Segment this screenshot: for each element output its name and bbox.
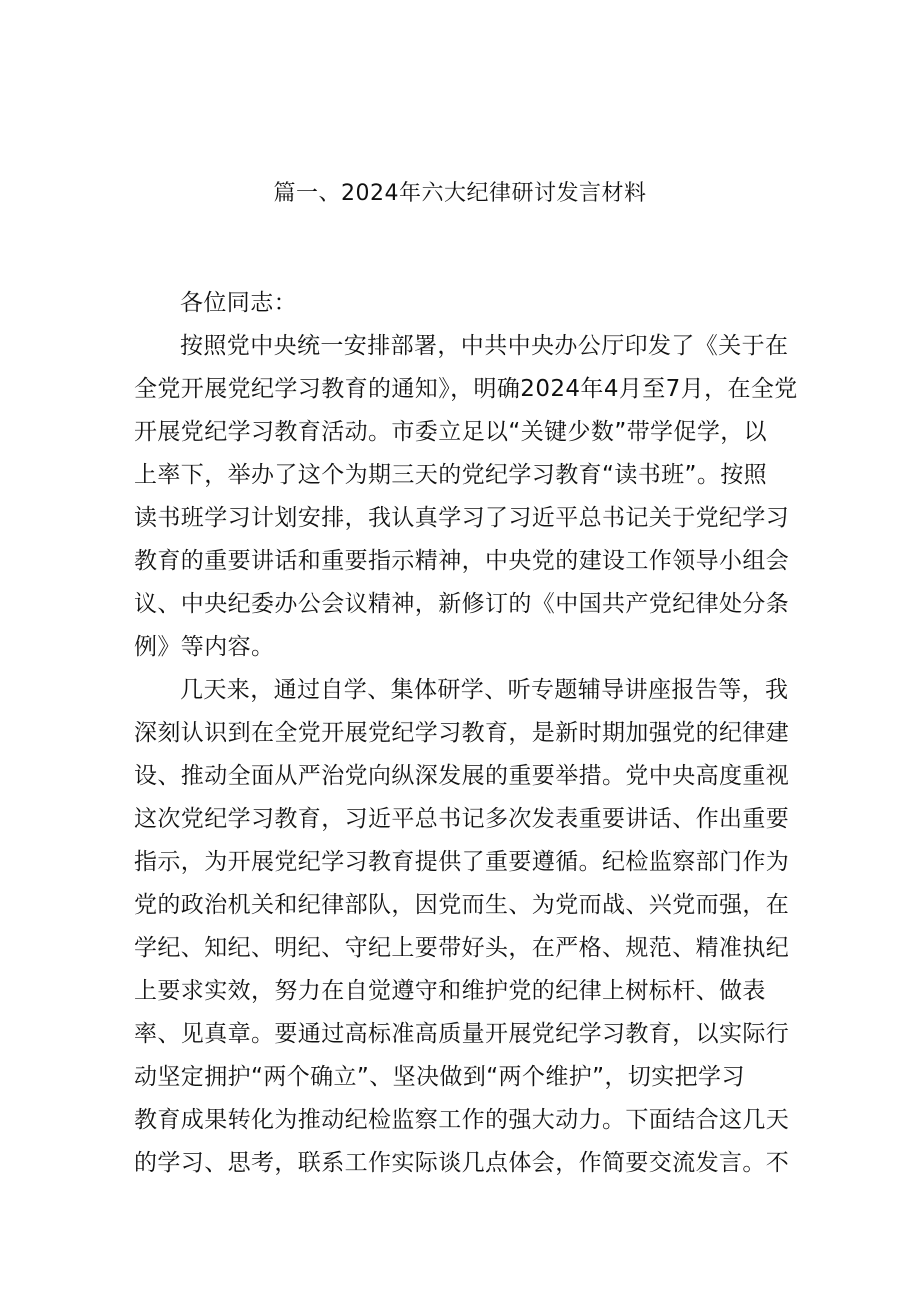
document-title: 篇一、2024年六大纪律研讨发言材料 <box>273 181 647 206</box>
paragraph-line: 学纪、知纪、明纪、守纪上要带好头，在严格、规范、精准执纪 <box>134 935 790 961</box>
paragraph-line: 议、中央纪委办公会议精神，新修订的《中国共产党纪律处分条 <box>134 591 790 617</box>
paragraph-line: 党的政治机关和纪律部队，因党而生、为党而战、兴党而强，在 <box>134 892 790 918</box>
paragraph-line: 教育成果转化为推动纪检监察工作的强大动力。下面结合这几天 <box>134 1107 790 1133</box>
paragraph-line: 指示，为开展党纪学习教育提供了重要遵循。纪检监察部门作为 <box>134 849 790 875</box>
paragraph-line: 深刻认识到在全党开展党纪学习教育，是新时期加强党的纪律建 <box>134 720 790 746</box>
paragraph-line: 设、推动全面从严治党向纵深发展的重要举措。党中央高度重视 <box>134 763 790 789</box>
salutation: 各位同志： <box>180 290 297 316</box>
paragraph-line: 开展党纪学习教育活动。市委立足以“关键少数”带学促学，以 <box>134 419 768 445</box>
paragraph-line: 上要求实效，努力在自觉遵守和维护党的纪律上树标杆、做表 <box>134 978 766 1004</box>
paragraph-line: 全党开展党纪学习教育的通知》，明确2024年4月至7月，在全党 <box>134 376 798 402</box>
paragraph-line: 动坚定拥护“两个确立”、坚决做到“两个维护”，切实把学习 <box>134 1064 745 1090</box>
paragraph-line: 按照党中央统一安排部署，中共中央办公厅印发了《关于在 <box>180 333 789 359</box>
paragraph-line: 几天来，通过自学、集体研学、听专题辅导讲座报告等，我 <box>180 677 789 703</box>
paragraph-line: 例》等内容。 <box>134 634 275 660</box>
paragraph-line: 这次党纪学习教育，习近平总书记多次发表重要讲话、作出重要 <box>134 806 790 832</box>
paragraph-line: 教育的重要讲话和重要指示精神，中央党的建设工作领导小组会 <box>134 548 790 574</box>
paragraph-line: 的学习、思考，联系工作实际谈几点体会，作简要交流发言。不 <box>134 1150 790 1176</box>
paragraph-line: 上率下，举办了这个为期三天的党纪学习教育“读书班”。按照 <box>134 462 768 488</box>
paragraph-line: 读书班学习计划安排，我认真学习了习近平总书记关于党纪学习 <box>134 505 790 531</box>
document-body <box>134 282 798 1185</box>
paragraph-line: 率、见真章。要通过高标准高质量开展党纪学习教育，以实际行 <box>134 1021 790 1047</box>
